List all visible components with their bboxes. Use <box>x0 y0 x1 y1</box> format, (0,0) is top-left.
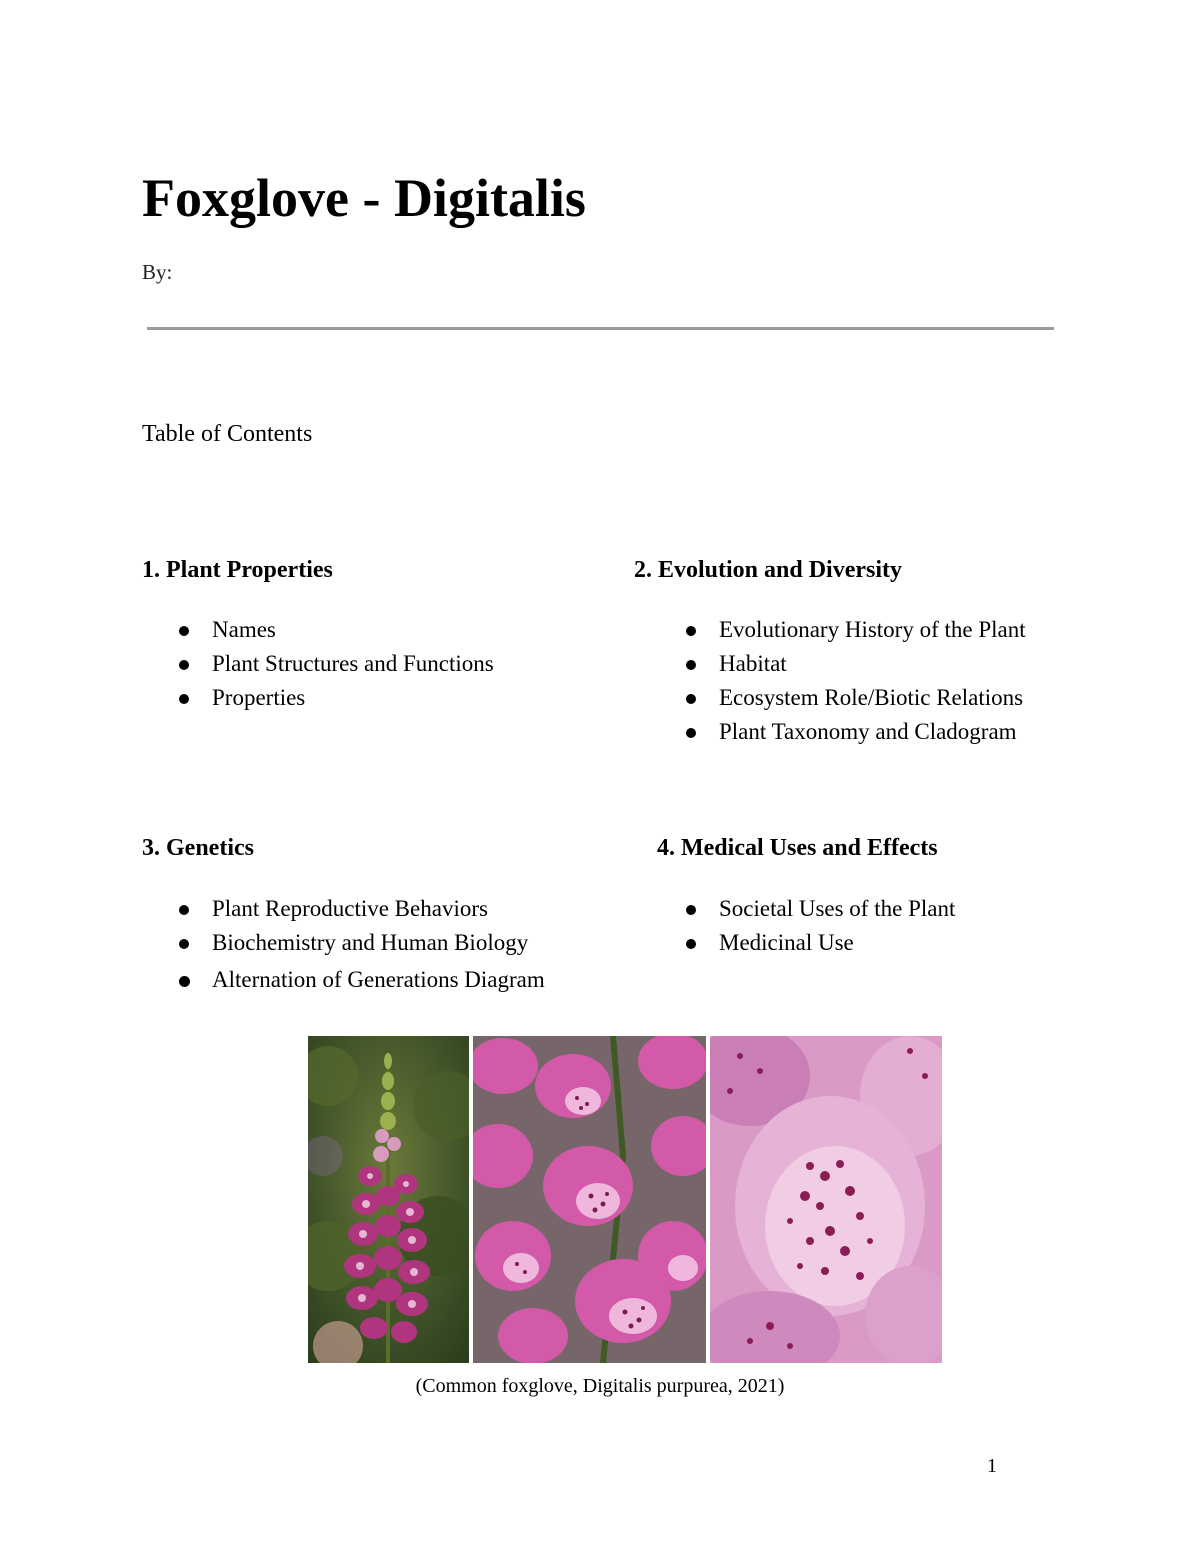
list-item <box>686 649 1026 683</box>
list-item-label: Biochemistry and Human Biology <box>212 930 529 955</box>
section-list-genetics <box>179 894 545 999</box>
author-byline: By: <box>142 260 173 284</box>
foxglove-photo-collage <box>308 1036 942 1363</box>
section-list-plant-properties <box>179 615 494 717</box>
list-item-label: Properties <box>212 685 306 710</box>
list-item <box>686 894 955 928</box>
list-item-label: Habitat <box>719 651 787 676</box>
section-heading-medical: 4. Medical Uses and Effects <box>657 835 938 861</box>
foxglove-bells-photo <box>473 1036 706 1363</box>
bullet-icon <box>686 905 696 915</box>
section-heading-plant-properties: 1. Plant Properties <box>142 557 333 583</box>
section-heading-genetics: 3. Genetics <box>142 835 254 861</box>
list-item-label: Medicinal Use <box>719 930 854 955</box>
list-item <box>179 615 494 649</box>
list-item-label: Alternation of Generations Diagram <box>212 967 545 992</box>
bullet-icon <box>179 694 189 704</box>
list-item-label: Plant Structures and Functions <box>212 651 494 676</box>
page-number: 1 <box>987 1455 997 1477</box>
bullet-icon <box>179 939 189 949</box>
bullet-icon <box>686 694 696 704</box>
bullet-icon <box>179 976 190 987</box>
list-item-label: Names <box>212 617 276 642</box>
horizontal-divider <box>147 327 1054 330</box>
foxglove-bells-image <box>473 1036 706 1363</box>
document-title: Foxglove - Digitalis <box>142 168 586 228</box>
list-item <box>179 962 545 999</box>
foxglove-closeup-photo <box>710 1036 942 1363</box>
list-item-label: Plant Taxonomy and Cladogram <box>719 719 1017 744</box>
bullet-icon <box>686 728 696 738</box>
list-item <box>686 717 1026 751</box>
list-item <box>686 928 955 962</box>
foxglove-closeup-image <box>710 1036 942 1363</box>
list-item-label: Plant Reproductive Behaviors <box>212 896 488 921</box>
list-item <box>686 615 1026 649</box>
bullet-icon <box>686 939 696 949</box>
foxglove-spike-photo <box>308 1036 469 1363</box>
figure-caption: (Common foxglove, Digitalis purpurea, 2021) <box>415 1375 785 1397</box>
bullet-icon <box>686 626 696 636</box>
section-list-medical <box>686 894 955 962</box>
list-item-label: Ecosystem Role/Biotic Relations <box>719 685 1024 710</box>
list-item-label: Societal Uses of the Plant <box>719 896 956 921</box>
list-item-label: Evolutionary History of the Plant <box>719 617 1026 642</box>
bullet-icon <box>179 626 189 636</box>
section-heading-evolution: 2. Evolution and Diversity <box>634 557 903 583</box>
bullet-icon <box>179 905 189 915</box>
list-item <box>179 649 494 683</box>
section-list-evolution <box>686 615 1026 751</box>
bullet-icon <box>686 660 696 670</box>
foxglove-spike-image <box>308 1036 469 1363</box>
list-item <box>179 928 545 962</box>
toc-heading: Table of Contents <box>142 421 313 447</box>
list-item <box>179 894 545 928</box>
bullet-icon <box>179 660 189 670</box>
list-item <box>179 683 494 717</box>
list-item <box>686 683 1026 717</box>
